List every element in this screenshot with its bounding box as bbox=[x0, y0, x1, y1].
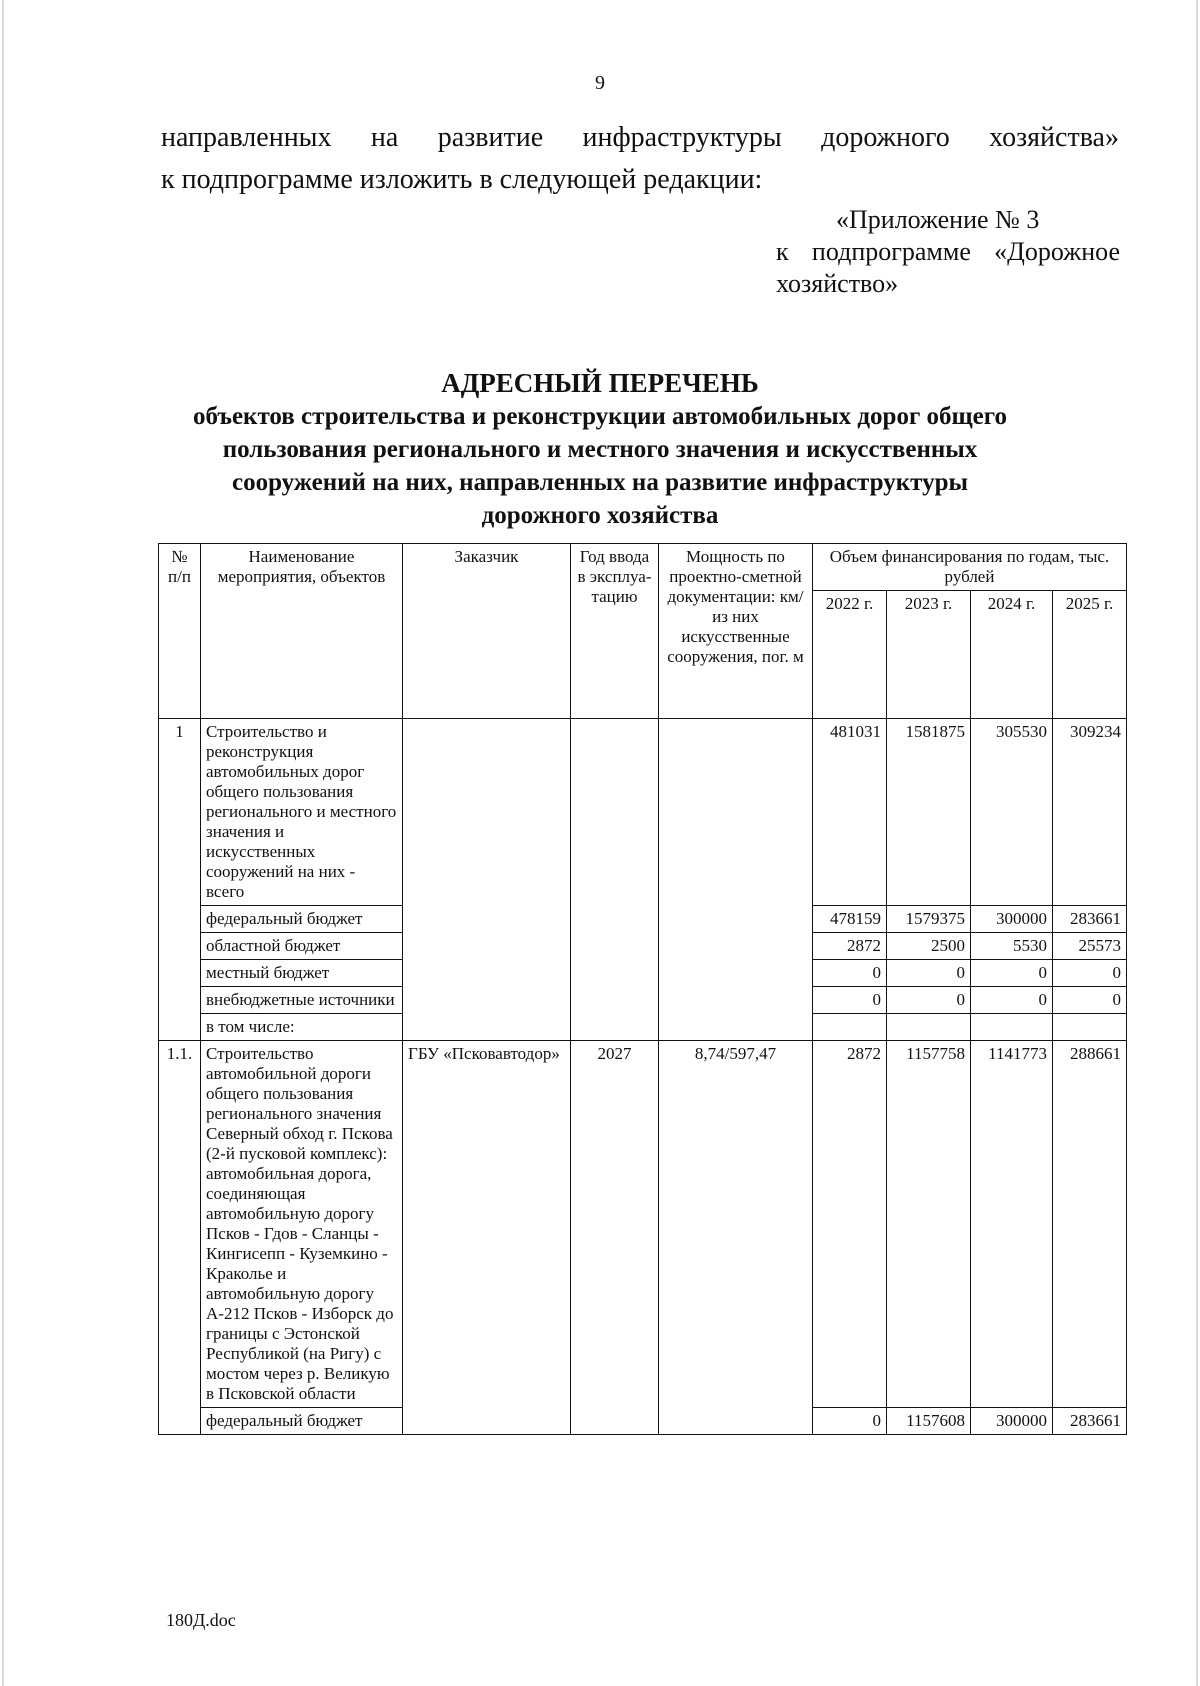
header-year-2025: 2025 г. bbox=[1053, 591, 1127, 719]
header-year-2023: 2023 г. bbox=[887, 591, 971, 719]
row-year: 2027 bbox=[571, 1041, 659, 1435]
title-sub-2: пользования регионального и местного значения и искусственных bbox=[222, 436, 978, 463]
header-name: Наименование мероприятия, объектов bbox=[201, 544, 403, 719]
value-2023: 0 bbox=[887, 987, 971, 1014]
appendix-line-2: к подпрограмме «Дорожное bbox=[776, 237, 1120, 266]
title-sub-3: сооружений на них, направленных на развитие инфраструктуры bbox=[232, 469, 968, 496]
value-2022: 2872 bbox=[813, 933, 887, 960]
header-customer: Заказчик bbox=[403, 544, 571, 719]
value-2024: 300000 bbox=[971, 906, 1053, 933]
scan-edge-left bbox=[2, 0, 4, 1686]
including-label: в том числе: bbox=[201, 1014, 403, 1041]
value-2025: 283661 bbox=[1053, 906, 1127, 933]
header-num: № п/п bbox=[159, 544, 201, 719]
value-2025 bbox=[1053, 1014, 1127, 1041]
value-2022: 2872 bbox=[813, 1041, 887, 1408]
table-header-row bbox=[159, 544, 1127, 591]
value-2023: 1579375 bbox=[887, 906, 971, 933]
intro-line-2: к подпрограмме изложить в следующей редакции: bbox=[161, 164, 763, 195]
header-year: Год ввода в эксплуа-тацию bbox=[571, 544, 659, 719]
value-2025: 0 bbox=[1053, 987, 1127, 1014]
value-2025: 288661 bbox=[1053, 1041, 1127, 1408]
value-2025: 0 bbox=[1053, 960, 1127, 987]
value-2024: 305530 bbox=[971, 719, 1053, 906]
value-2022: 481031 bbox=[813, 719, 887, 906]
title-sub-1: объектов строительства и реконструкции автомобильных дорог общего bbox=[193, 403, 1007, 430]
value-2023: 1581875 bbox=[887, 719, 971, 906]
document-title bbox=[150, 366, 1050, 532]
value-2022: 0 bbox=[813, 960, 887, 987]
value-2024: 1141773 bbox=[971, 1041, 1053, 1408]
intro-line-1: направленных на развитие инфраструктуры дорожного хозяйства» bbox=[161, 122, 1119, 153]
value-2022: 0 bbox=[813, 987, 887, 1014]
value-2022 bbox=[813, 1014, 887, 1041]
value-2023: 1157758 bbox=[887, 1041, 971, 1408]
value-2023: 1157608 bbox=[887, 1408, 971, 1435]
budget-label: федеральный бюджет bbox=[201, 906, 403, 933]
table-row bbox=[159, 1041, 1127, 1408]
budget-label: областной бюджет bbox=[201, 933, 403, 960]
row-customer bbox=[403, 719, 571, 1041]
title-sub-4: дорожного хозяйства bbox=[481, 502, 719, 529]
row-num: 1.1. bbox=[159, 1041, 201, 1435]
address-list-table bbox=[158, 543, 1127, 1435]
table-row bbox=[159, 719, 1127, 906]
header-capacity: Мощность по проектно-сметной документации: км/из них искусственные сооружения, пог. м bbox=[659, 544, 813, 719]
footer-filename: 180Д.doc bbox=[166, 1610, 236, 1630]
row-capacity bbox=[659, 719, 813, 1041]
row-capacity: 8,74/597,47 bbox=[659, 1041, 813, 1435]
value-2025: 309234 bbox=[1053, 719, 1127, 906]
value-2022: 478159 bbox=[813, 906, 887, 933]
title-main: АДРЕСНЫЙ ПЕРЕЧЕНЬ bbox=[441, 368, 759, 398]
appendix-line-1: «Приложение № 3 bbox=[836, 205, 1040, 234]
row-year bbox=[571, 719, 659, 1041]
value-2025: 283661 bbox=[1053, 1408, 1127, 1435]
value-2024: 0 bbox=[971, 960, 1053, 987]
row-name: Строительство автомобильной дороги общего пользования регионального значения Северный обход г. Пскова (2-й пусковой комплекс): автомобильная дорога, соединяющая автомобильную дорогу Псков - Гдов - Сланцы - Кингисепп - Куземкино - Краколье и автомобильную дорогу А-212 Псков - Изборск до границы с Эстонской Республикой (на Ригу) с мостом через р. Великую в Псковской области bbox=[201, 1041, 403, 1408]
value-2024: 0 bbox=[971, 987, 1053, 1014]
value-2023: 2500 bbox=[887, 933, 971, 960]
scan-edge-right bbox=[1196, 0, 1198, 1686]
value-2024 bbox=[971, 1014, 1053, 1041]
value-2022: 0 bbox=[813, 1408, 887, 1435]
page-number: 9 bbox=[595, 72, 605, 94]
row-name: Строительство и реконструкция автомобильных дорог общего пользования регионального и местного значения и искусственных сооружений на них - всего bbox=[201, 719, 403, 906]
header-year-2022: 2022 г. bbox=[813, 591, 887, 719]
value-2024: 5530 bbox=[971, 933, 1053, 960]
value-2023 bbox=[887, 1014, 971, 1041]
appendix-reference bbox=[776, 204, 1120, 300]
value-2023: 0 bbox=[887, 960, 971, 987]
header-funding: Объем финансирования по годам, тыс. рублей bbox=[813, 544, 1127, 591]
header-year-2024: 2024 г. bbox=[971, 591, 1053, 719]
value-2024: 300000 bbox=[971, 1408, 1053, 1435]
budget-label: федеральный бюджет bbox=[201, 1408, 403, 1435]
appendix-line-3: хозяйство» bbox=[776, 269, 899, 298]
budget-label: местный бюджет bbox=[201, 960, 403, 987]
row-num: 1 bbox=[159, 719, 201, 1041]
value-2025: 25573 bbox=[1053, 933, 1127, 960]
budget-label: внебюджетные источники bbox=[201, 987, 403, 1014]
row-customer: ГБУ «Псковавтодор» bbox=[403, 1041, 571, 1435]
